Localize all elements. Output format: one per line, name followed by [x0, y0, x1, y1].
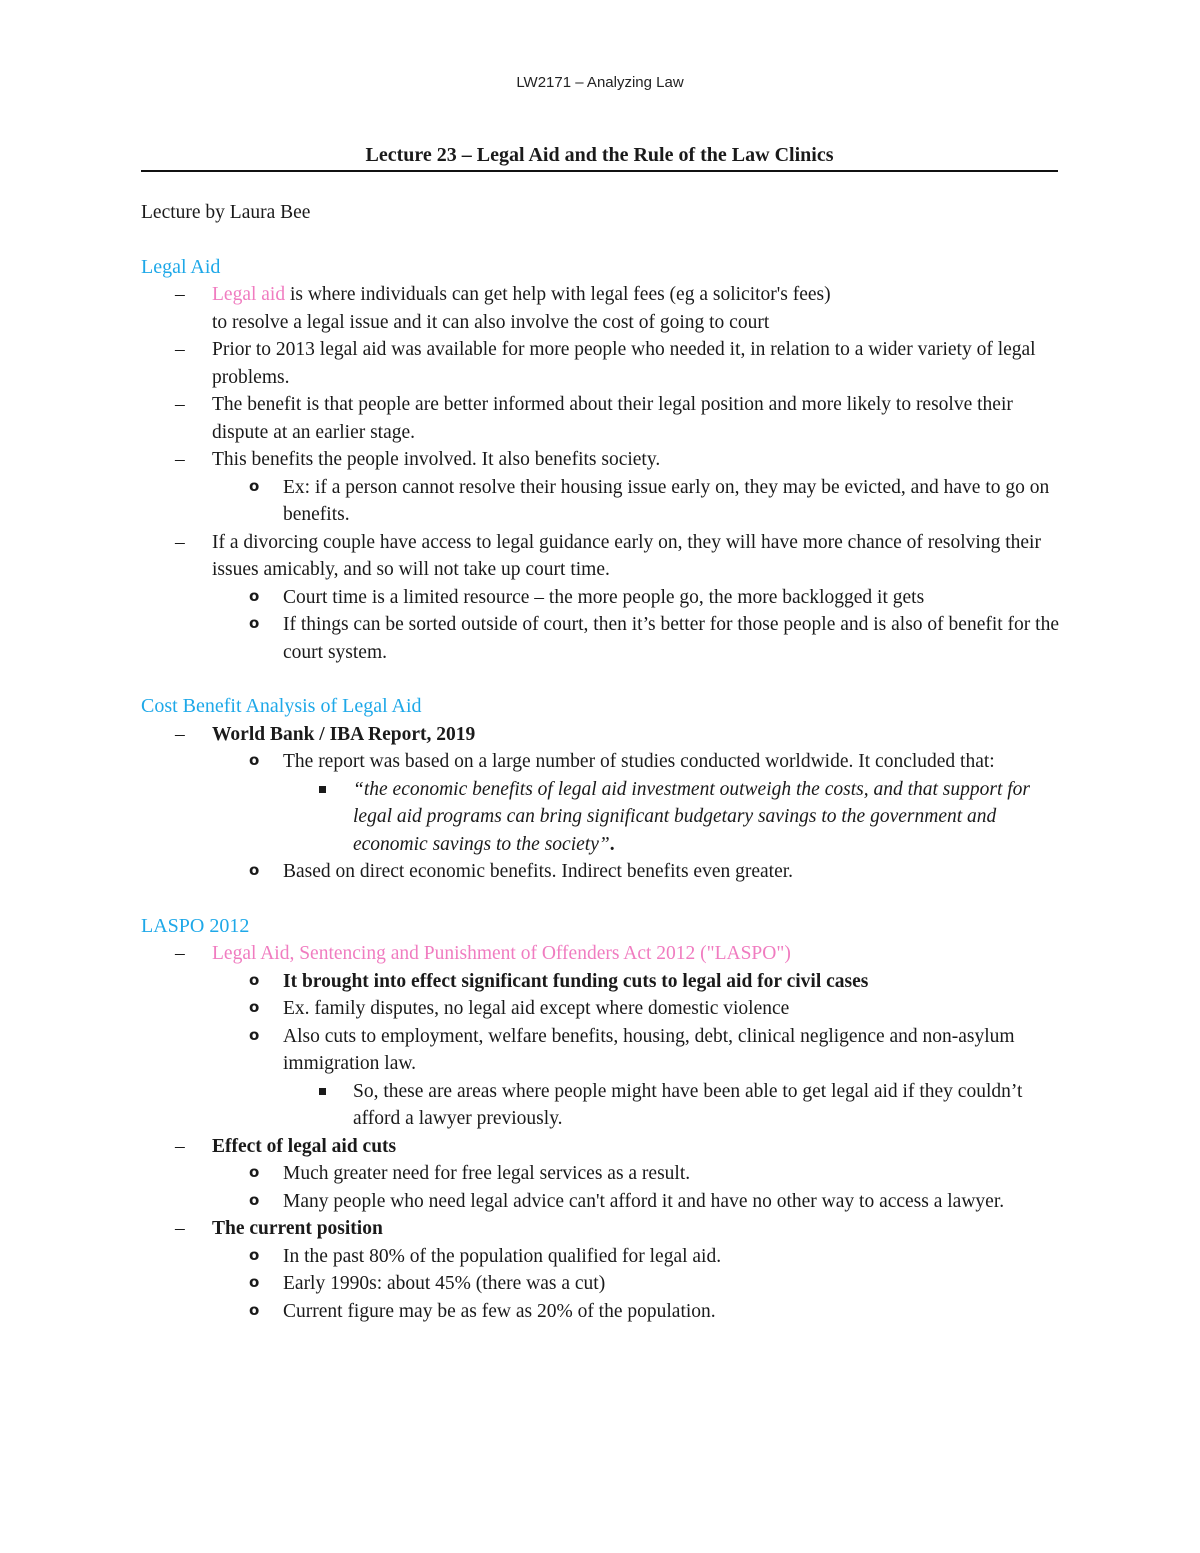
sub-list-item: o In the past 80% of the population qualified for legal aid.	[141, 1243, 1061, 1271]
list-item	[141, 446, 1061, 529]
sub-list-item-text: Also cuts to employment, welfare benefits, housing, debt, clinical negligence and non-asylum immigration law.	[283, 1025, 1015, 1074]
list-item: – Prior to 2013 legal aid was available for more people who needed it, in relation to a wider variety of legal problems.	[141, 336, 1061, 391]
list-item	[141, 529, 1061, 667]
sub-bullet-list	[212, 968, 1061, 1133]
sub-list-item: o It brought into effect significant funding cuts to legal aid for civil cases	[141, 968, 1061, 996]
page-header: LW2171 – Analyzing Law	[516, 74, 684, 91]
sub-bullet-list	[212, 584, 1061, 667]
list-item	[141, 721, 1061, 886]
section-heading-cost-benefit: Cost Benefit Analysis of Legal Aid	[141, 695, 422, 717]
sub-list-item: o If things can be sorted outside of court, then it’s better for those people and is also of benefit for the court system.	[141, 611, 1061, 666]
bullet-list	[141, 721, 1061, 886]
term-highlight: Legal aid	[212, 284, 286, 305]
sub-bullet-list	[212, 1160, 1061, 1215]
list-item-text: is where individuals can get help with legal fees (eg a solicitor's fees)	[285, 284, 831, 305]
sub-list-item: o Many people who need legal advice can't afford it and have no other way to access a lawyer.	[141, 1188, 1061, 1216]
lecture-title: Lecture 23 – Legal Aid and the Rule of the Law Clinics	[365, 144, 834, 166]
sub-list-item: o Much greater need for free legal services as a result.	[141, 1160, 1061, 1188]
sub-list-item	[141, 1023, 1061, 1133]
sub-bullet-list	[212, 474, 1061, 529]
list-item-text: Effect of legal aid cuts	[212, 1135, 397, 1157]
list-item-text: If a divorcing couple have access to legal guidance early on, they will have more chance of resolving their issues amicably, and so will not take up court time.	[212, 531, 1041, 580]
lecturer-byline: Lecture by Laura Bee	[141, 202, 311, 223]
list-item-text: This benefits the people involved. It also benefits society.	[212, 449, 661, 470]
sub-list-item: o Early 1990s: about 45% (there was a cut)	[141, 1270, 1061, 1298]
section-cost-benefit	[141, 693, 1061, 886]
sub-list-item: o Based on direct economic benefits. Indirect benefits even greater.	[141, 858, 1061, 886]
list-item	[141, 1215, 1061, 1325]
section-heading-laspo: LASPO 2012	[141, 914, 250, 937]
list-item	[141, 1133, 1061, 1216]
list-item	[141, 940, 1061, 1133]
bullet-list	[141, 281, 1061, 666]
sub-sub-list-item: So, these are areas where people might have been able to get legal aid if they couldn’t afford a lawyer previously.	[141, 1078, 1061, 1133]
quote-item	[141, 776, 1061, 859]
quote-end: .	[609, 833, 615, 855]
sub-sub-bullet-list	[283, 776, 1061, 859]
sub-bullet-list	[212, 748, 1061, 886]
sub-bullet-list	[212, 1243, 1061, 1326]
sub-list-item: o Ex. family disputes, no legal aid except where domestic violence	[141, 995, 1061, 1023]
section-laspo	[141, 913, 1061, 1326]
act-name-highlight: Legal Aid, Sentencing and Punishment of Offenders Act 2012 ("LASPO")	[212, 943, 791, 964]
sub-sub-bullet-list	[283, 1078, 1061, 1133]
list-item-text: to resolve a legal issue and it can also involve the cost of going to court	[212, 311, 770, 333]
document-body	[141, 199, 1061, 1352]
sub-list-item: o Current figure may be as few as 20% of the population.	[141, 1298, 1061, 1326]
sub-list-item-text: The report was based on a large number of studies conducted worldwide. It concluded that:	[283, 751, 995, 772]
list-item-text: The current position	[212, 1218, 383, 1239]
list-item	[141, 281, 1061, 336]
bullet-list	[141, 940, 1061, 1325]
list-item: – The benefit is that people are better informed about their legal position and more likely to resolve their dispute at an earlier stage.	[141, 391, 1061, 446]
report-quote: “the economic benefits of legal aid investment outweigh the costs, and that support for legal aid programs can bring significant budgetary savings to the government and economic savings to the society”	[353, 778, 1031, 855]
title-underline	[141, 170, 1058, 172]
sub-list-item	[141, 748, 1061, 858]
section-legal-aid	[141, 254, 1061, 667]
list-item-text: World Bank / IBA Report, 2019	[212, 723, 476, 745]
sub-list-item: o Ex: if a person cannot resolve their housing issue early on, they may be evicted, and have to go on benefits.	[141, 474, 1061, 529]
sub-list-item: o Court time is a limited resource – the more people go, the more backlogged it gets	[141, 584, 1061, 612]
section-heading-legal-aid: Legal Aid	[141, 255, 221, 278]
